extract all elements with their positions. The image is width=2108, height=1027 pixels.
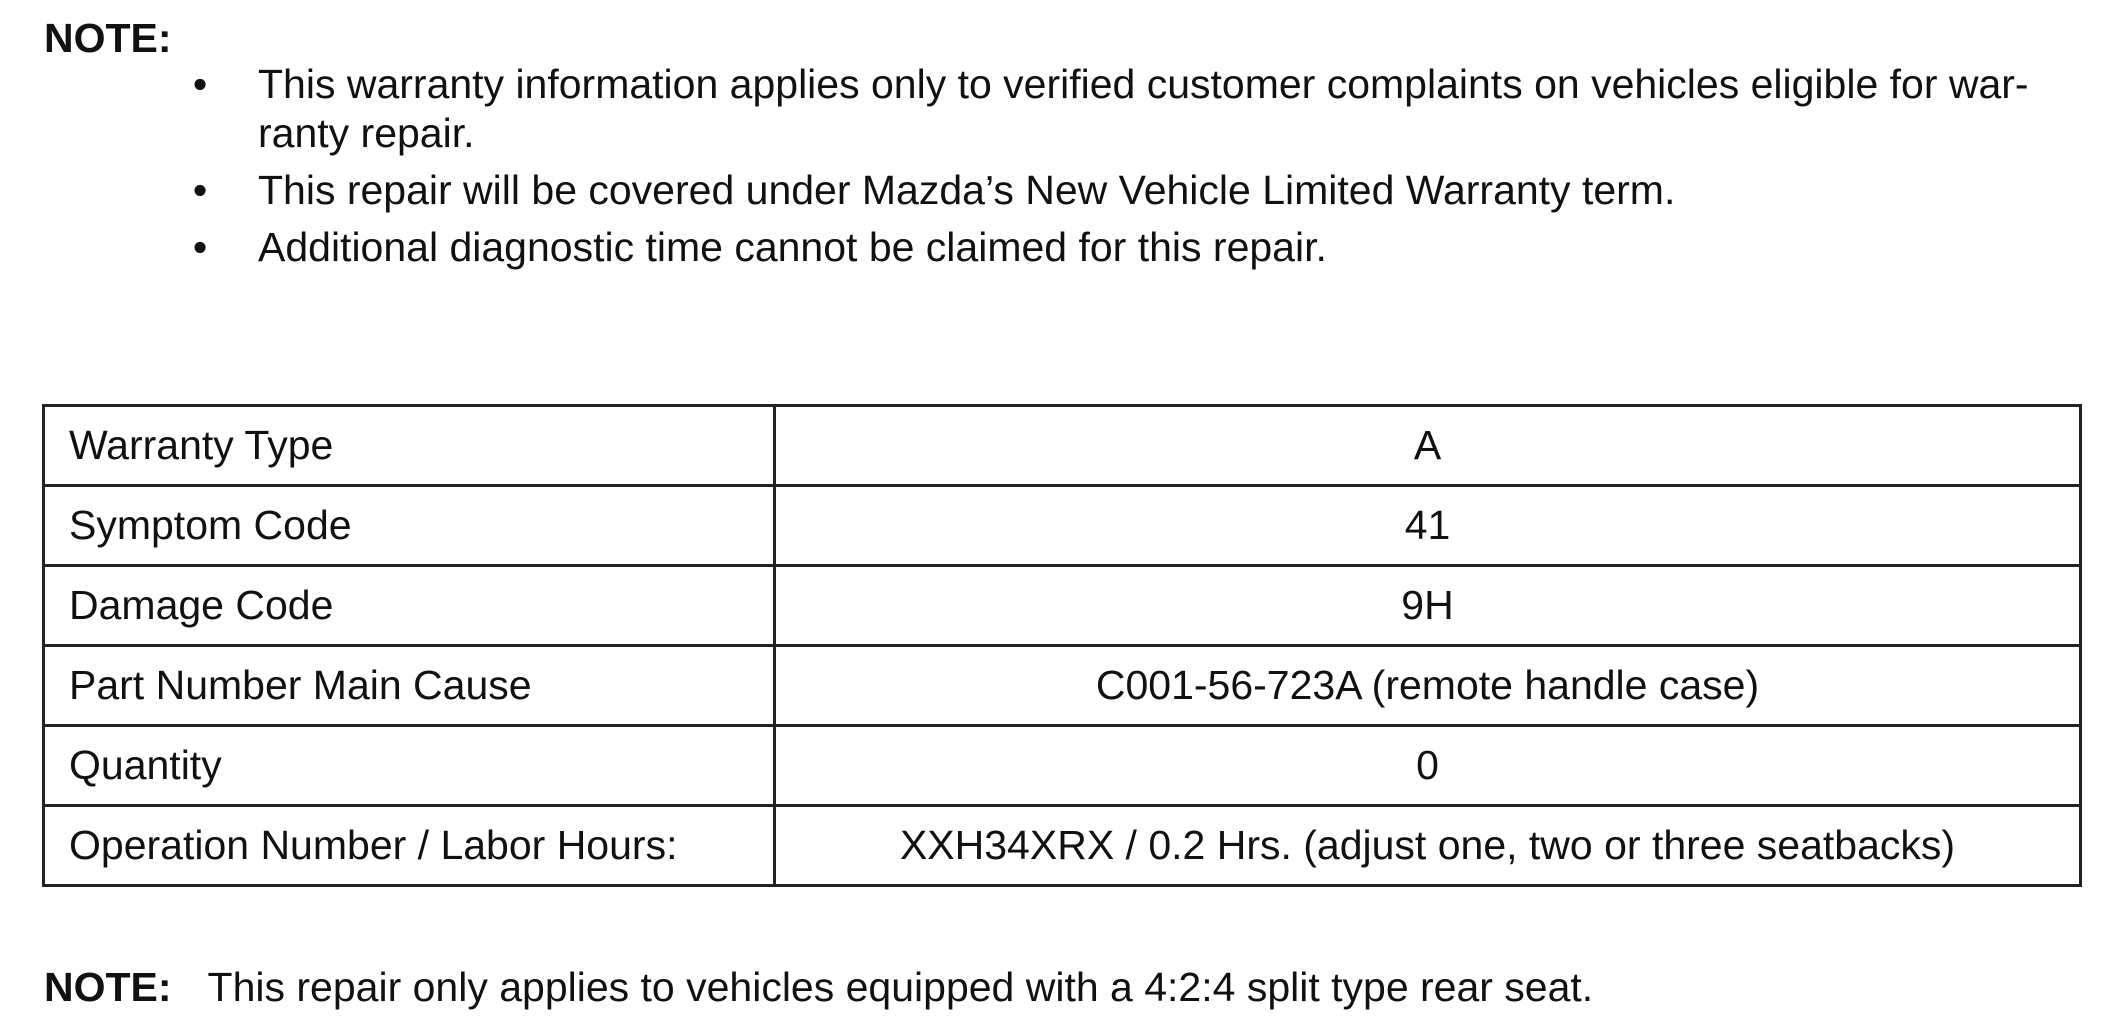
bullet-text: This repair will be covered under Mazda’s New Vehicle Limited Warranty term. xyxy=(258,167,1676,213)
symptom-code-label: Symptom Code xyxy=(44,486,775,566)
warranty-type-value: A xyxy=(775,406,2081,486)
bullet-marker: • xyxy=(192,224,208,270)
quantity-label: Quantity xyxy=(44,726,775,806)
damage-code-label: Damage Code xyxy=(44,566,775,646)
quantity-value: 0 xyxy=(775,726,2081,806)
table-row xyxy=(44,406,2081,486)
note-bullet-item xyxy=(190,223,2070,272)
operation-number-value: XXH34XRX / 0.2 Hrs. (adjust one, two or three seatbacks) xyxy=(775,806,2081,886)
part-number-label: Part Number Main Cause xyxy=(44,646,775,726)
warranty-type-label: Warranty Type xyxy=(44,406,775,486)
bottom-note xyxy=(44,963,1593,1012)
table-row xyxy=(44,806,2081,886)
table-row xyxy=(44,486,2081,566)
bullet-marker: • xyxy=(192,167,208,213)
bullet-marker: • xyxy=(192,61,208,107)
bullet-text: This warranty information applies only to verified customer complaints on vehicles eligible for war-ranty repair. xyxy=(258,61,2029,156)
note-bullet-list xyxy=(190,60,2070,280)
operation-number-label: Operation Number / Labor Hours: xyxy=(44,806,775,886)
bullet-text: Additional diagnostic time cannot be claimed for this repair. xyxy=(258,224,1327,270)
warranty-info-table xyxy=(42,404,2082,887)
table-row xyxy=(44,646,2081,726)
table-row xyxy=(44,726,2081,806)
symptom-code-value: 41 xyxy=(775,486,2081,566)
part-number-value: C001-56-723A (remote handle case) xyxy=(775,646,2081,726)
note-heading: NOTE: xyxy=(44,15,172,61)
table-row xyxy=(44,566,2081,646)
note-bullet-item xyxy=(190,60,2070,158)
bottom-note-label: NOTE: xyxy=(44,964,172,1010)
damage-code-value: 9H xyxy=(775,566,2081,646)
note-bullet-item xyxy=(190,166,2070,215)
bottom-note-text: This repair only applies to vehicles equipped with a 4:2:4 split type rear seat. xyxy=(207,964,1594,1010)
